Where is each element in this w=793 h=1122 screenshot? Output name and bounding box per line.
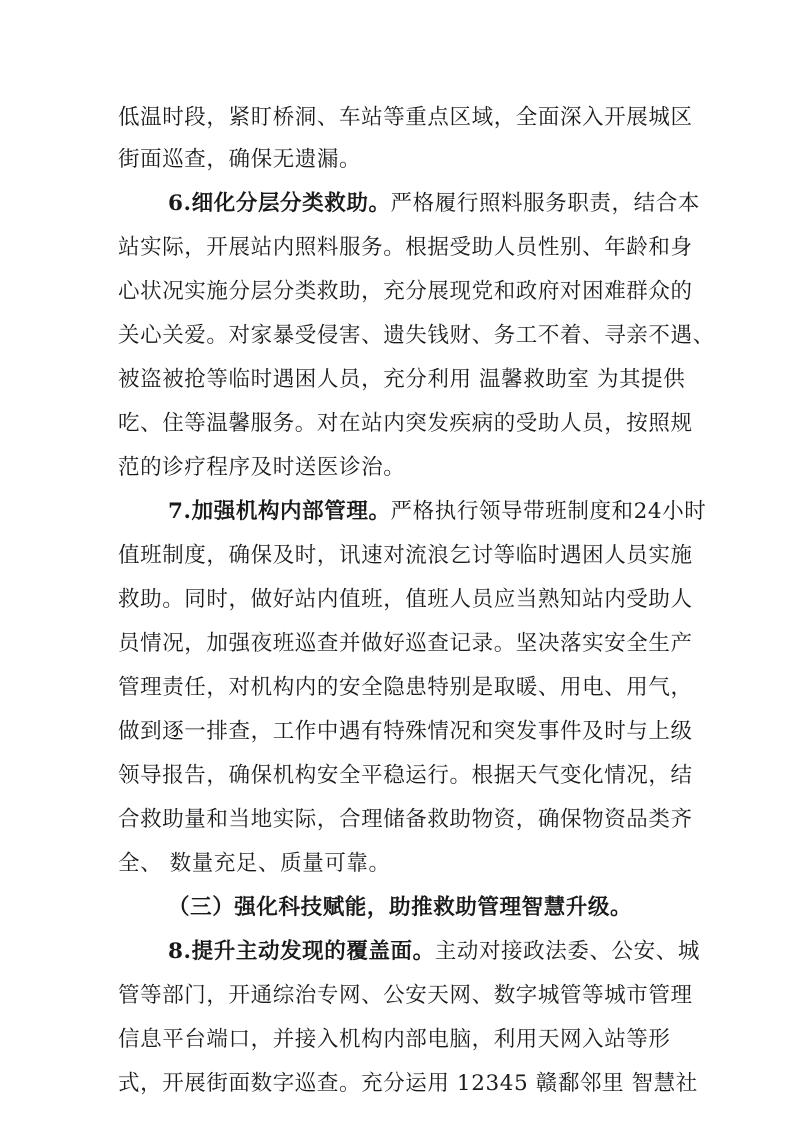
text-line: 心状况实施分层分类救助，充分展现党和政府对困难群众的 xyxy=(118,279,693,304)
text-line: 站实际，开展站内照料服务。根据受助人员性别、年龄和身 xyxy=(118,235,693,260)
section-6-heading-line: 6.细化分层分类救助。严格履行照料服务职责，结合本 xyxy=(168,191,700,216)
subsection-heading: （三）强化科技赋能，助推救助管理智慧升级。 xyxy=(168,895,633,920)
text-line: 全、 数量充足、质量可靠。 xyxy=(118,851,391,876)
text-line: 低温时段，紧盯桥洞、车站等重点区域，全面深入开展城区 xyxy=(118,105,693,130)
text-line: 管等部门，开通综治专网、公安天网、数字城管等城市管理 xyxy=(118,983,693,1008)
text-line: 员情况，加强夜班巡查并做好巡查记录。坚决落实安全生产 xyxy=(118,631,693,656)
section-heading: 8.提升主动发现的覆盖面。 xyxy=(168,939,435,964)
section-heading: 7.加强机构内部管理。 xyxy=(168,499,391,524)
section-heading: 6.细化分层分类救助。 xyxy=(168,191,391,216)
text-line: 管理责任，对机构内的安全隐患特别是取暖、用电、用气， xyxy=(118,675,693,700)
text-line: 街面巡查，确保无遗漏。 xyxy=(118,147,362,172)
text-line: 范的诊疗程序及时送医诊治。 xyxy=(118,455,406,480)
text-line: 被盗被抢等临时遇困人员，充分利用 温馨救助室 为其提供 xyxy=(118,367,686,392)
section-8-heading-line: 8.提升主动发现的覆盖面。主动对接政法委、公安、城 xyxy=(168,939,700,964)
text-line: 信息平台端口，并接入机构内部电脑，利用天网入站等形 xyxy=(118,1027,671,1052)
text-line: 值班制度，确保及时，讯速对流浪乞讨等临时遇困人员实施 xyxy=(118,543,693,568)
section-7-heading-line: 7.加强机构内部管理。严格执行领导带班制度和24小时 xyxy=(168,499,707,524)
text-line: 吃、住等温馨服务。对在站内突发疾病的受助人员，按照规 xyxy=(118,411,693,436)
text-line: 领导报告，确保机构安全平稳运行。根据天气变化情况，结 xyxy=(118,763,693,788)
subsection-3-heading-line xyxy=(168,888,698,928)
text-line: 救助。同时，做好站内值班，值班人员应当熟知站内受助人 xyxy=(118,587,693,612)
text-line: 做到逐一排查，工作中遇有特殊情况和突发事件及时与上级 xyxy=(118,719,693,744)
text-line: 关心关爱。对家暴受侵害、遗失钱财、务工不着、寻亲不遇、 xyxy=(118,323,715,348)
text-line: 合救助量和当地实际，合理储备救助物资，确保物资品类齐 xyxy=(118,807,693,832)
text-line: 式，开展街面数字巡查。充分运用 12345 赣鄱邻里 智慧社 xyxy=(118,1071,698,1096)
